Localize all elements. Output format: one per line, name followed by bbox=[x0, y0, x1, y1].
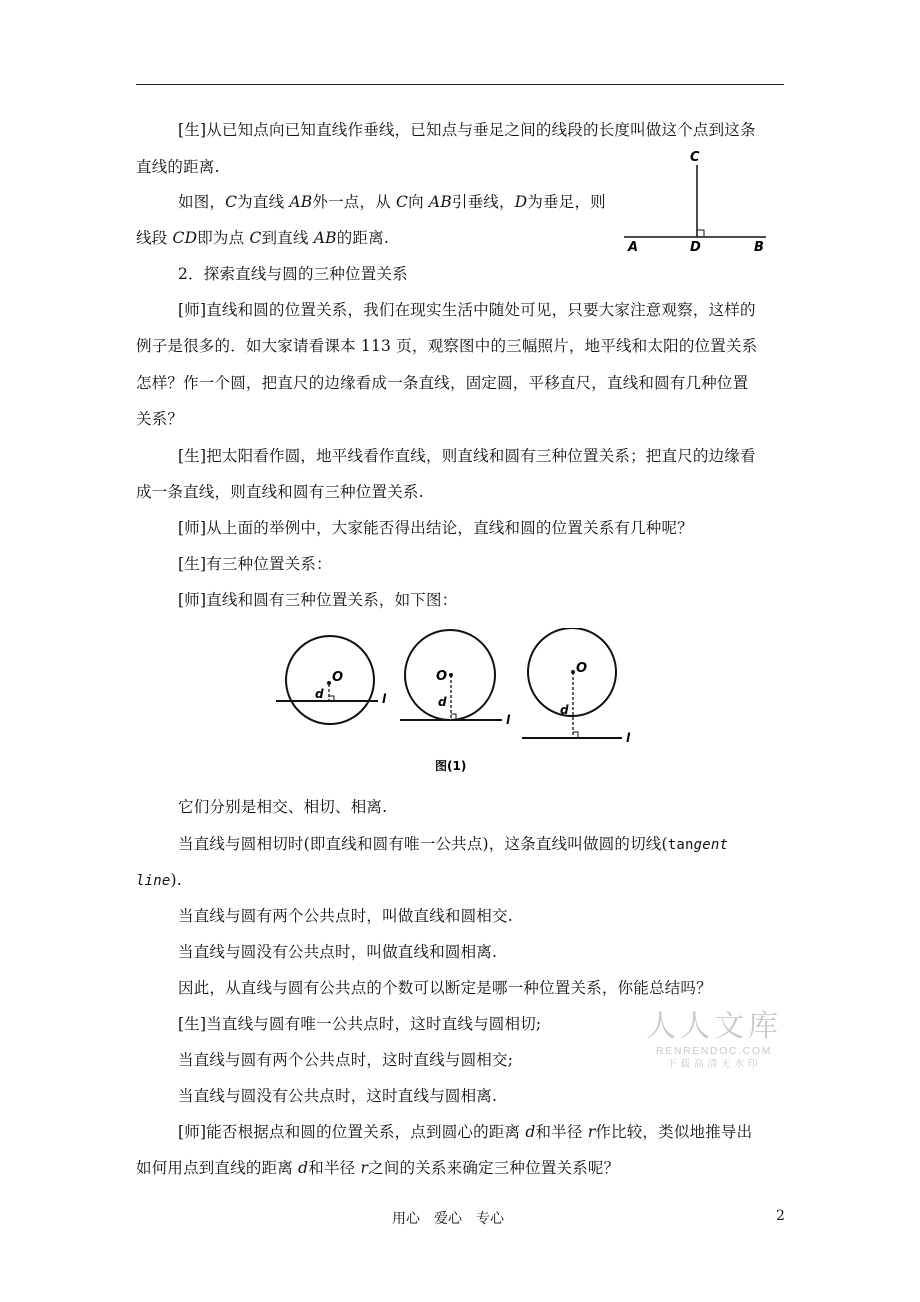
paragraph-final-question-line2: 如何用点到直线的距离 d和半径 r之间的关系来确定三种位置关系呢？ bbox=[136, 1159, 620, 1177]
paragraph-summary-question: 因此，从直线与圆有公共点的个数可以断定是哪一种位置关系，你能总结吗？ bbox=[178, 979, 712, 997]
section-heading: 2．探索直线与圆的三种位置关系 bbox=[178, 265, 408, 283]
footer-motto: 用心 爱心 专心 bbox=[392, 1211, 504, 1227]
svg-text:l: l bbox=[382, 692, 387, 706]
paragraph-student-line1: [生]把太阳看作圆，地平线看作直线，则直线和圆有三种位置关系；把直尺的边缘看 bbox=[178, 447, 756, 465]
svg-text:O: O bbox=[576, 661, 588, 676]
svg-text:d: d bbox=[560, 703, 569, 717]
paragraph-final-question-line1: [师]能否根据点和圆的位置关系，点到圆心的距离 d和半径 r作比较，类似地推导出 bbox=[178, 1123, 753, 1141]
svg-text:d: d bbox=[315, 687, 324, 701]
circle-separate-diagram bbox=[522, 628, 631, 745]
point-a-label: A bbox=[628, 240, 639, 255]
paragraph-intersect-def: 当直线与圆有两个公共点时，叫做直线和圆相交. bbox=[178, 907, 513, 925]
svg-text:O: O bbox=[436, 669, 448, 684]
page-number: 2 bbox=[776, 1208, 785, 1224]
circle-intersect-diagram bbox=[276, 636, 387, 724]
header-rule bbox=[136, 84, 784, 85]
paragraph-student-line2: 成一条直线，则直线和圆有三种位置关系. bbox=[136, 483, 424, 501]
paragraph-teacher-line4: 关系？ bbox=[136, 410, 184, 428]
paragraph-definition-line2: 直线的距离. bbox=[136, 158, 220, 176]
svg-text:l: l bbox=[626, 731, 631, 745]
paragraph-three-relations: 它们分别是相交、相切、相离. bbox=[178, 798, 388, 816]
point-d-label: D bbox=[690, 240, 701, 255]
paragraph-question: [师]从上面的举例中，大家能否得出结论，直线和圆的位置关系有几种呢？ bbox=[178, 519, 693, 537]
figure-circle-positions bbox=[270, 628, 650, 778]
paragraph-teacher-line2: 例子是很多的．如大家请看课本 113 页，观察图中的三幅照片，地平线和太阳的位置关系 bbox=[136, 337, 758, 355]
svg-text:l: l bbox=[506, 713, 511, 727]
paragraph-teacher-line3: 怎样？作一个圆，把直尺的边缘看成一条直线，固定圆，平移直尺，直线和圆有几种位置 bbox=[136, 374, 749, 392]
paragraph-tangent-line2: line). bbox=[136, 871, 182, 889]
paragraph-separate-def: 当直线与圆没有公共点时，叫做直线和圆相离. bbox=[178, 943, 498, 961]
watermark-logo: 人人文库 RENRENDOC.COM 下载高清无水印 bbox=[646, 1009, 782, 1070]
paragraph-summary-intersect: 当直线与圆有两个公共点时，这时直线与圆相交; bbox=[178, 1051, 514, 1069]
svg-text:d: d bbox=[438, 695, 447, 709]
circle-tangent-diagram bbox=[400, 630, 511, 727]
svg-text:O: O bbox=[332, 670, 344, 685]
figure-caption: 图(1) bbox=[435, 759, 467, 773]
paragraph-answer: [生]有三种位置关系： bbox=[178, 555, 332, 573]
paragraph-definition-line1: [生]从已知点向已知直线作垂线，已知点与垂足之间的线段的长度叫做这个点到这条 bbox=[178, 121, 756, 139]
point-b-label: B bbox=[754, 240, 764, 255]
paragraph-figure-intro: [师]直线和圆有三种位置关系，如下图： bbox=[178, 591, 458, 609]
paragraph-tangent-line1: 当直线与圆相切时(即直线和圆有唯一公共点)，这条直线叫做圆的切线(tangent bbox=[178, 835, 729, 853]
figure-perpendicular bbox=[620, 145, 770, 255]
paragraph-summary-tangent: [生]当直线与圆有唯一公共点时，这时直线与圆相切; bbox=[178, 1015, 542, 1033]
paragraph-example-line2: 线段 CD即为点 C到直线 AB的距离. bbox=[136, 229, 389, 247]
paragraph-example-line1: 如图，C为直线 AB外一点，从 C向 AB引垂线，D为垂足，则 bbox=[178, 193, 606, 211]
point-c-label: C bbox=[690, 150, 700, 165]
paragraph-teacher-line1: [师]直线和圆的位置关系，我们在现实生活中随处可见，只要大家注意观察，这样的 bbox=[178, 301, 756, 319]
paragraph-summary-separate: 当直线与圆没有公共点时，这时直线与圆相离. bbox=[178, 1087, 498, 1105]
